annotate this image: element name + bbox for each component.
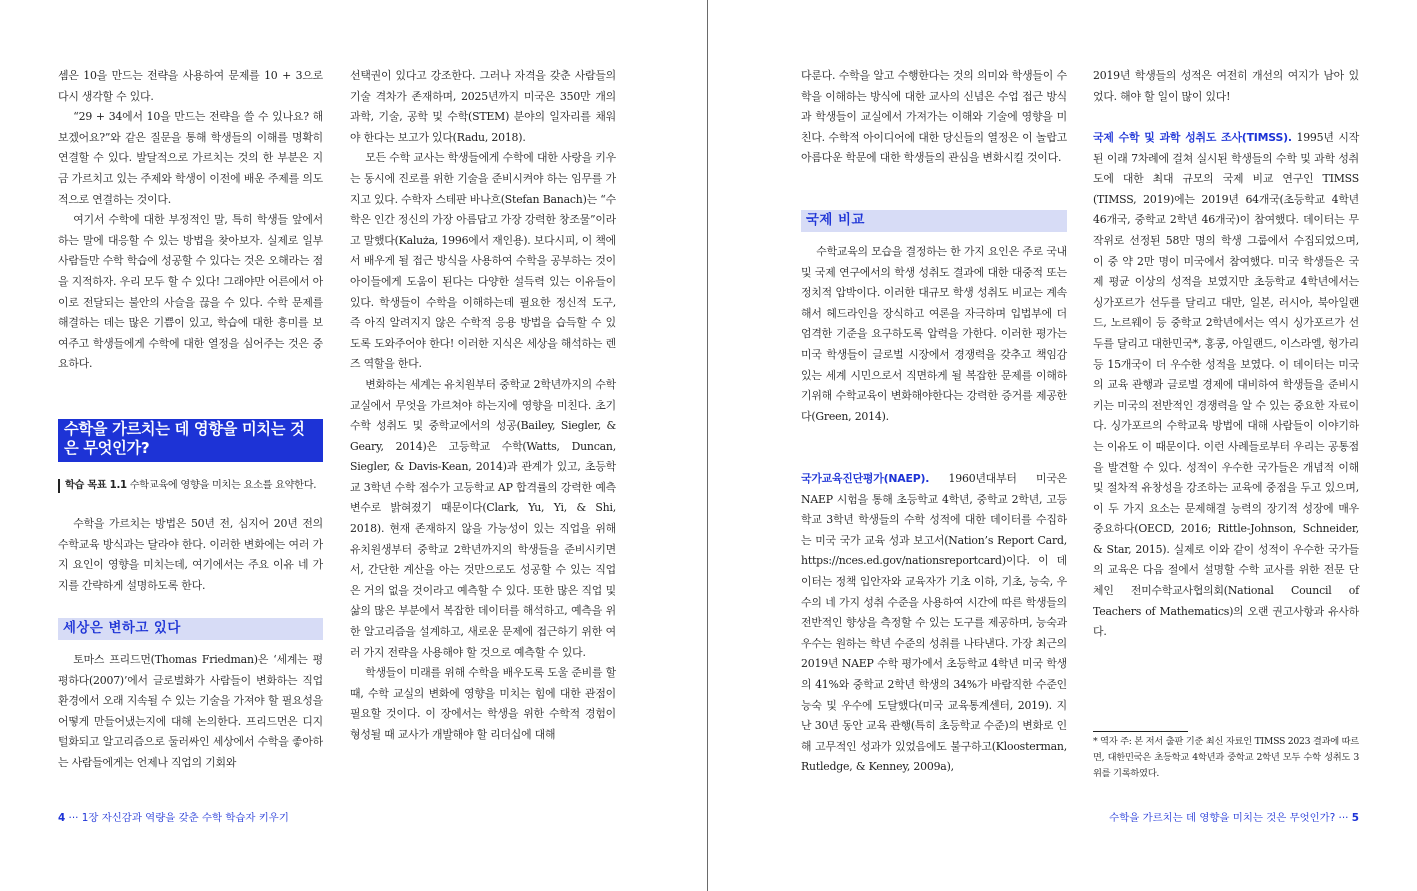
- left-page-column-1-intro: [58, 514, 323, 596]
- right-page-column-1: [801, 66, 1067, 169]
- paragraph: 수학을 가르치는 방법은 50년 전, 심지어 20년 전의 수학교육 방식과는 달라야 한다. 이러한 변화에는 여러 가지 요인이 영향을 미치는데, 여기에서는 주요 이유 네 가지를 간략하게 설명하도록 한다.: [58, 517, 323, 592]
- right-page-footer: [1109, 809, 1359, 824]
- paragraph: 학생들이 미래를 위해 수학을 배우도록 도울 준비를 할 때, 수학 교실의 변화에 영향을 미치는 힘에 대한 관점이 필요할 것이다. 이 장에서는 학생을 위한 수학적 경험이 형성될 때 교사가 개발해야 할 리더십에 대해: [350, 666, 616, 741]
- paragraph: 수학교육의 모습을 결정하는 한 가지 요인은 주로 국내 및 국제 연구에서의 학생 성취도 결과에 대한 대중적 또는 정치적 압박이다. 이러한 대규모 학생 성취도 비교는 계속해서 헤드라인을 장식하고 여론을 자극하며 입법부에 더 엄격한 기준을 요구하도록 압력을 가한다. 이러한 평가는 미국 학생들이 글로벌 시장에서 경쟁력을 갖추고 책임감 있는 세계 시민으로서 직면하게 될 복잡한 문제를 이해하기위해 수학교육이 변화해야한다는 강력한 증거를 제공한다(Green, 2014).: [801, 245, 1067, 423]
- translator-footnote: * 역자 주: 본 저서 출판 기준 최신 자료인 TIMSS 2023 결과에 따르면, 대한민국은 초등학교 4학년과 중학교 2학년 모두 수학 성취도 3위를 기록하였다.: [1093, 736, 1359, 779]
- section-heading-international-comparison: 국제 비교: [801, 210, 1067, 232]
- learning-objective: [58, 479, 335, 493]
- running-footer-chapter: ··· 1장 자신감과 역량을 갖춘 수학 학습자 키우기: [68, 812, 289, 824]
- right-page-column-1-mid: [801, 242, 1067, 427]
- section-heading-world-changing: 세상은 변하고 있다: [58, 618, 323, 640]
- paragraph: 다룬다. 수학을 알고 수행한다는 것의 의미와 학생들이 수학을 이해하는 방식에 대한 교사의 신념은 수업 접근 방식과 학생들이 교실에서 가져가는 이해와 기술에 영향을 미친다. 수학적 아이디어에 대한 당신들의 열정은 이 놀랍고 아름다운 학문에 대한 학생들의 관심을 변화시킬 것이다.: [801, 69, 1067, 165]
- running-footer-section: 수학을 가르치는 데 영향을 미치는 것은 무엇인가? ···: [1109, 812, 1349, 824]
- objective-label: 학습 목표 1.1: [65, 480, 127, 491]
- chapter-section-heading: 수학을 가르치는 데 영향을 미치는 것은 무엇인가?: [58, 419, 323, 462]
- page-gutter-divider: [707, 0, 708, 891]
- paragraph: “29 + 34에서 10을 만드는 전략을 쓸 수 있나요? 해보겠어요?”와 같은 질문을 통해 학생들의 이해를 명확히 연결할 수 있다. 발달적으로 가르치는 것의 한 부분은 지금 가르치고 있는 주제와 학생이 이전에 배운 주제를 의도적으로 연결하는 것이다.: [58, 110, 323, 206]
- paragraph: 셈은 10을 만드는 전략을 사용하여 문제를 10 + 3으로 다시 생각할 수 있다.: [58, 69, 323, 103]
- left-page-column-1: [58, 66, 323, 375]
- timss-text: 1995년 시작된 이래 7차례에 걸쳐 실시된 학생들의 수학 및 과학 성취도에 대한 최대 규모의 국제 비교 연구인 TIMSS (TIMSS, 2019)에는 2019년 64개국(초등학교 4학년 46개국, 중학교 2학년 46개국)이 참여했다. 데이터는 무작위로 선정된 58만 명의 학생 그룹에서 수집되었으며, 이 중 약 2만 명이 미국에서 참여했다. 미국 학생들은 국제 평균 이상의 성적을 보였지만 초등학교 4학년에서는 싱가포르가 선두를 달리고 대만, 일본, 러시아, 북아일랜드, 노르웨이 등 중학교 2학년에서는 역시 싱가포르가 선두를 달리고 대한민국*, 홍콩, 아일랜드, 이스라엘, 헝가리 등 15개국이 더 우수한 성적을 보였다. 이 데이터는 미국의 교육 관행과 글로벌 경제에 대비하여 학생들을 준비시키는 미국의 전반적인 경쟁력을 알 수 있는 중요한 자료이다. 싱가포르의 수학교육 방법에 대해 사람들이 이야기하는 이유도 이 때문이다. 이런 사례들로부터 우리는 공통점을 발견할 수 있다. 성적이 우수한 국가들은 개념적 이해 및 절차적 유창성을 강조하는 교육에 중점을 두고 있으며, 이 두 가지 요소는 문제해결 능력의 장기적 성장에 매우 중요하다(OECD, 2016; Rittle-Johnson, Schneider, & Star, 2015). 실제로 이와 같이 성적이 우수한 국가들의 교육은 다음 절에서 설명할 수학 교사를 위한 전문 단체인 전미수학교사협의회(National Council of Teachers of Mathematics)의 오랜 권고사항과 유사하다.: [1093, 131, 1360, 639]
- paragraph: 2019년 학생들의 성적은 여전히 개선의 여지가 남아 있었다. 해야 할 일이 많이 있다!: [1093, 69, 1359, 103]
- right-page-column-2: [1093, 66, 1359, 107]
- paragraph: 변화하는 세계는 유치원부터 중학교 2학년까지의 수학 교실에서 무엇을 가르쳐야 하는지에 영향을 미친다. 초기 수학 성취도 및 중학교에서의 성공(Bailey, Siegler, & Geary, 2014)은 고등학교 수학(Watts, Duncan, Siegler, & Davis-Kean, 2014)과 관계가 있고, 초등학교 3학년 수학 점수가 고등학교 AP 합격률의 강력한 예측 변수로 밝혀졌기 때문이다(Clark, Yu, Yi, & Shi, 2018). 현재 존재하지 않을 가능성이 있는 직업을 위해 유치원생부터 중학교 2학년까지의 학생들을 준비시키면서, 간단한 계산을 아는 것만으로도 성공할 수 있는 직업은 거의 없을 것이라고 예측할 수 있다. 또한 많은 직업 및 삶의 많은 부분에서 복잡한 데이터를 해석하고, 예측을 위한 알고리즘을 설계하고, 새로운 문제에 접근하기 위한 여러 가지 전략을 사용해야 할 것으로 예측할 수 있다.: [350, 377, 616, 659]
- footnote-rule: [1093, 731, 1188, 732]
- paragraph: 모든 수학 교사는 학생들에게 수학에 대한 사랑을 키우는 동시에 진로를 위한 기술을 준비시켜야 하는 임무를 가지고 있다. 수학자 스테판 바나흐(Stefan Banach)는 “수학은 인간 정신의 가장 아름답고 가장 강력한 창조물”이라고 말했다(Kaluża, 1996에서 재인용). 보다시피, 이 책에서 배우게 될 접근 방식을 사용하여 수학을 공부하는 것이 아이들에게 도움이 된다는 다양한 설득력 있는 이유들이 있다. 학생들이 수학을 이해하는데 필요한 정신적 도구, 즉 아직 알려지지 않은 수학적 응용 방법을 습득할 수 있도록 도와주어야 한다! 이러한 지식은 세상을 해석하는 렌즈 역할을 한다.: [350, 151, 616, 371]
- objective-text: 수학교육에 영향을 미치는 요소를 요약한다.: [129, 480, 317, 491]
- naep-text: 1960년대부터 미국은 NAEP 시험을 통해 초등학교 4학년, 중학교 2학년, 고등학교 3학년 학생들의 수학 성적에 대한 데이터를 수집하는 미국 국가 교육 성과 보고서(Nation’s Report Card, https://nces.ed.gov/nationsreportcard)이다. 이 데이터는 정책 입안자와 교육자가 기초 이하, 기초, 능숙, 우수의 네 가지 성취 수준을 사용하여 시간에 따른 학생들의 전반적인 향상을 측정할 수 있는 도구를 제공하며, 능숙과 우수는 원하는 학년 수준의 성취를 나타낸다. 가장 최근의 2019년 NAEP 수학 평가에서 초등학교 4학년 미국 학생의 41%와 중학교 2학년 학생의 34%가 바람직한 수준인 능숙 및 우수에 도달했다(미국 교육통계센터, 2019). 지난 30년 동안 교육 관행(특히 초등학교 수준)의 변화로 인해 고무적인 성과가 있었음에도 불구하고(Kloosterman, Rutledge, & Kenney, 2009a),: [801, 472, 1067, 774]
- paragraph: 여기서 수학에 대한 부정적인 말, 특히 학생들 앞에서 하는 말에 대응할 수 있는 방법을 찾아보자. 실제로 일부 사람들만 수학 학습에 성공할 수 있다는 것은 오해라는 점을 지적하자. 우리 모두 할 수 있다! 그래야만 어른에서 아이로 전달되는 불안의 사슬을 끊을 수 있다. 수학 문제를 해결하는 데는 많은 기쁨이 있고, 학습에 대한 흥미를 보여주고 학생들에게 수학에 대한 열정을 심어주는 것은 중요하다.: [58, 213, 323, 371]
- naep-heading: 국가교육진단평가(NAEP).: [801, 472, 930, 485]
- paragraph: [801, 469, 1067, 778]
- paragraph: [1093, 128, 1359, 643]
- page-number: 5: [1351, 812, 1359, 824]
- right-page-column-2-timss: [1093, 128, 1359, 643]
- paragraph: 토마스 프리드먼(Thomas Friedman)은 ‘세계는 평평하다(2007)’에서 글로벌화가 사람들이 변화하는 직업 환경에서 오래 지속될 수 있는 기술을 가져야 할 필요성을 어떻게 만들어냈는지에 대해 논의한다. 프리드먼은 디지털화되고 알고리즘으로 둘러싸인 세상에서 수학을 좋아하는 사람들에게는 언제나 직업의 기회와: [58, 653, 323, 769]
- paragraph: 선택권이 있다고 강조한다. 그러나 자격을 갖춘 사람들의 기술 격차가 존재하며, 2025년까지 미국은 350만 개의 과학, 기술, 공학 및 수학(STEM) 분야의 일자리를 채워야 한다는 보고가 있다(Radu, 2018).: [350, 69, 616, 144]
- timss-heading: 국제 수학 및 과학 성취도 조사(TIMSS).: [1093, 131, 1292, 144]
- left-page-column-2: [350, 66, 616, 746]
- left-page-column-1-bottom: [58, 650, 323, 774]
- page-number: 4: [58, 812, 66, 824]
- left-page-footer: [58, 809, 289, 824]
- right-page-column-1-naep: [801, 469, 1067, 778]
